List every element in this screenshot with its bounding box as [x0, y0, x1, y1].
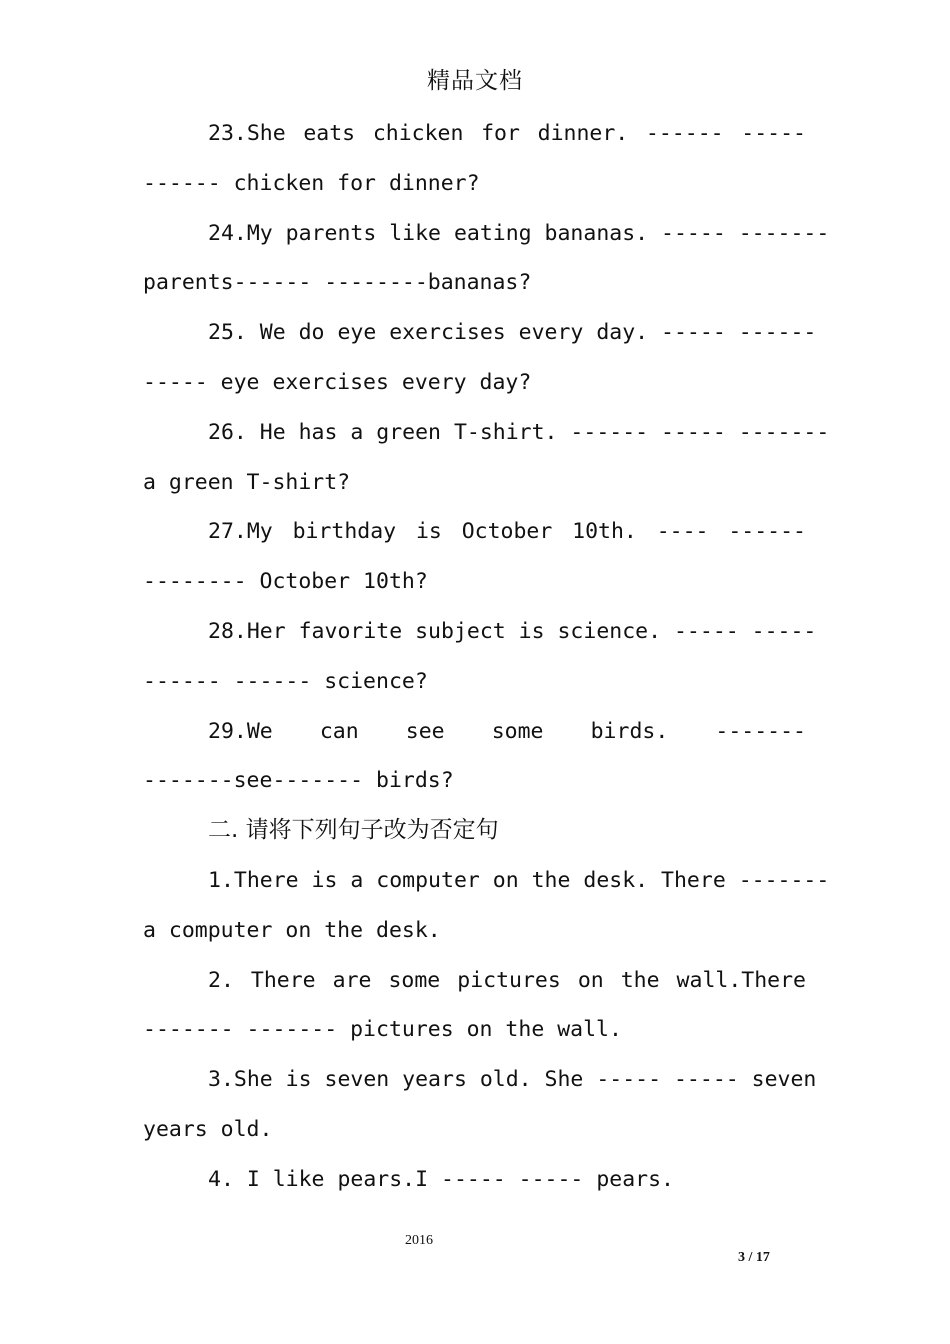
section-heading: 二. 请将下列句子改为否定句 [208, 817, 499, 844]
exercise-25-line-2: ----- eye exercises every day? [143, 369, 532, 395]
exercise-24-line-2: parents------ --------bananas? [143, 270, 532, 296]
negative-3-line-1: 3.She is seven years old. She ----- ----- seven [208, 1067, 817, 1093]
exercise-24-line-1: 24.My parents like eating bananas. ----- ------- [208, 220, 830, 246]
negative-1-line-1: 1.There is a computer on the desk. There ------- [208, 867, 830, 893]
exercise-25-line-1: 25. We do eye exercises every day. ----- ------ [208, 320, 817, 346]
exercise-27-line-1: 27.My birthday is October 10th. ---- ------ [208, 519, 806, 545]
exercise-23-line-1: 23.She eats chicken for dinner. ------ ----- [208, 121, 806, 146]
negative-2-line-1: 2. There are some pictures on the wall.There [208, 967, 806, 993]
exercise-28-line-2: ------ ------ science? [143, 668, 428, 694]
exercise-28-line-1: 28.Her favorite subject is science. ----- ----- [208, 618, 817, 644]
negative-2-line-2: ------- ------- pictures on the wall. [143, 1017, 622, 1043]
exercise-27-line-2: -------- October 10th? [143, 569, 428, 595]
footer-year: 2016 [405, 1233, 433, 1248]
negative-4-line-1: 4. I like pears.I ----- ----- pears. [208, 1166, 674, 1192]
page-header-title: 精品文档 [427, 68, 523, 94]
negative-1-line-2: a computer on the desk. [143, 917, 441, 943]
document-body [143, 109, 830, 1205]
exercise-23-line-2: ------ chicken for dinner? [143, 170, 480, 196]
exercise-29-line-2: -------see------- birds? [143, 768, 454, 794]
negative-3-line-2: years old. [143, 1116, 273, 1142]
exercise-29-line-1: 29.We can see some birds. ------- [208, 718, 806, 744]
exercise-26-line-2: a green T-shirt? [143, 469, 351, 495]
exercise-26-line-1: 26. He has a green T-shirt. ------ ----- ------- [208, 419, 830, 445]
page-number: 3 / 17 [738, 1250, 770, 1265]
